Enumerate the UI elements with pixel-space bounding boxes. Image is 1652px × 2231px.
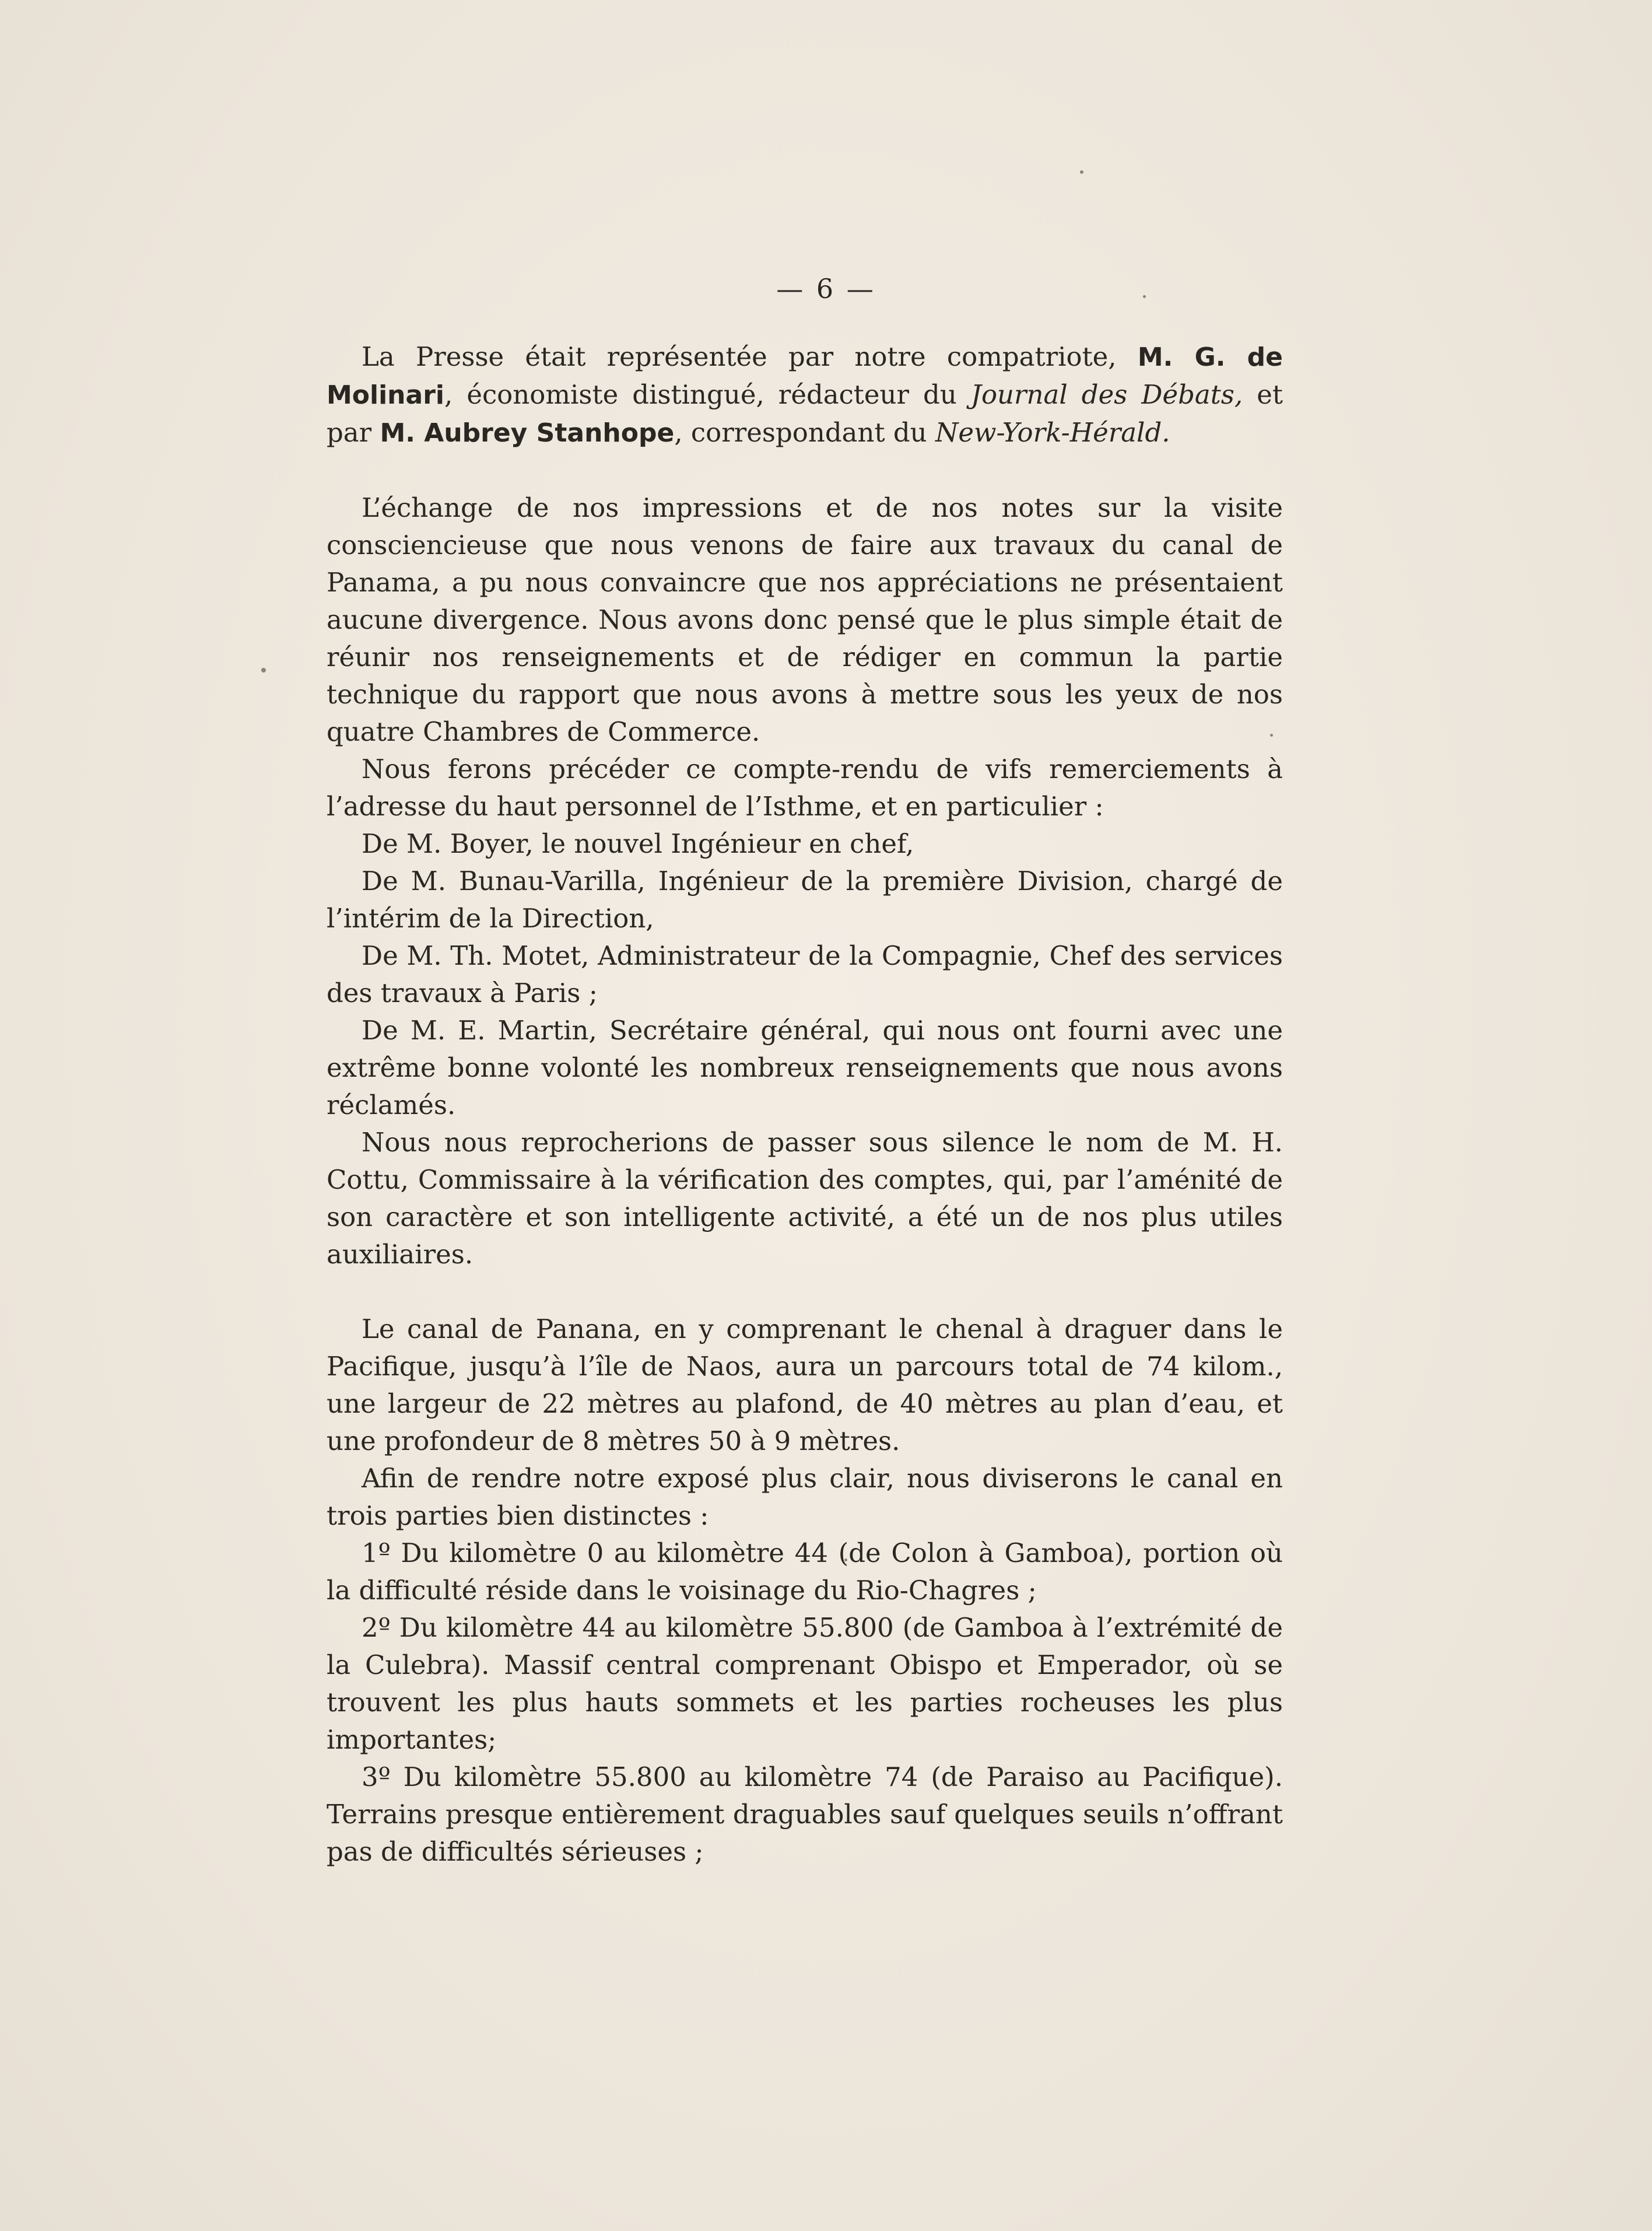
paragraph-part-2: 2º Du kilomètre 44 au kilomètre 55.800 (de Gamboa à l’extrémité de la Culebra). Massif central comprenant Obispo et Emperador, où se trouvent les plus hauts sommets et les parties rocheuses les plus importantes; <box>327 1612 1283 1755</box>
paragraph-thanks: Nous ferons précéder ce compte-rendu de vifs remerciements à l’adresse du haut personnel de l’Isthme, et en particulier : <box>327 754 1283 822</box>
name-molinari: M. G. de Molinari <box>327 342 1283 410</box>
paper-speck <box>1080 170 1083 174</box>
paragraph-boyer: De M. Boyer, le nouvel Ingénieur en chef, <box>362 828 914 859</box>
paper-speck <box>261 668 266 673</box>
paragraph-martin: De M. E. Martin, Secrétaire général, qui nous ont fourni avec une extrême bonne volonté les nombreux renseignements que nous avons réclamés. <box>327 1015 1283 1120</box>
paragraph-bunau-varilla: De M. Bunau-Varilla, Ingénieur de la première Division, chargé de l’intérim de la Direction, <box>327 866 1283 934</box>
text-run: et par <box>327 379 1283 448</box>
body-text <box>327 338 1283 1871</box>
paragraph-motet: De M. Th. Motet, Administrateur de la Compagnie, Chef des services des travaux à Paris ; <box>327 940 1283 1008</box>
paragraph-press <box>327 338 1283 452</box>
paragraph-part-3: 3º Du kilomètre 55.800 au kilomètre 74 (de Paraiso au Pacifique). Terrains presque entièrement draguables sauf quelques seuils n’offrant pas de difficultés sérieuses ; <box>327 1761 1283 1867</box>
page-number: — 6 — <box>776 273 876 304</box>
name-stanhope: M. Aubrey Stanhope <box>380 418 675 448</box>
journal-title: Journal des Débats, <box>970 379 1243 410</box>
paragraph-cottu: Nous nous reprocherions de passer sous silence le nom de M. H. Cottu, Commissaire à la vérification des comptes, qui, par l’aménité de son caractère et son intelligente activité, a été un de nos plus utiles auxiliaires. <box>327 1127 1283 1270</box>
paragraph-canal-dimensions: Le canal de Panana, en y comprenant le chenal à draguer dans le Pacifique, jusqu’à l’île de Naos, aura un parcours total de 74 kilom., une largeur de 22 mètres au plafond, de 40 mètres au plan d’eau, et une profondeur de 8 mètres 50 à 9 mètres. <box>327 1314 1283 1456</box>
paragraph-part-1: 1º Du kilomètre 0 au kilomètre 44 (de Colon à Gamboa), portion où la difficulté réside dans le voisinage du Rio-Chagres ; <box>327 1537 1283 1606</box>
newspaper-title: New-York-Hérald. <box>935 417 1170 448</box>
text-run: , correspondant du <box>674 417 935 448</box>
text-run: La Presse était représentée par notre compatriote, <box>362 341 1138 372</box>
paragraph-exchange: L’échange de nos impressions et de nos notes sur la visite consciencieuse que nous venons de faire aux travaux du canal de Panama, a pu nous convaincre que nos appréciations ne présentaient aucune divergence. Nous avons donc pensé que le plus simple était de réunir nos renseignements et de rédiger en commun la partie technique du rapport que nous avons à mettre sous les yeux de nos quatre Chambres de Commerce. <box>327 492 1283 747</box>
text-run: , économiste distingué, rédacteur du <box>444 379 971 410</box>
paragraph-division: Afin de rendre notre exposé plus clair, nous diviserons le canal en trois parties bien distinctes : <box>327 1463 1283 1531</box>
